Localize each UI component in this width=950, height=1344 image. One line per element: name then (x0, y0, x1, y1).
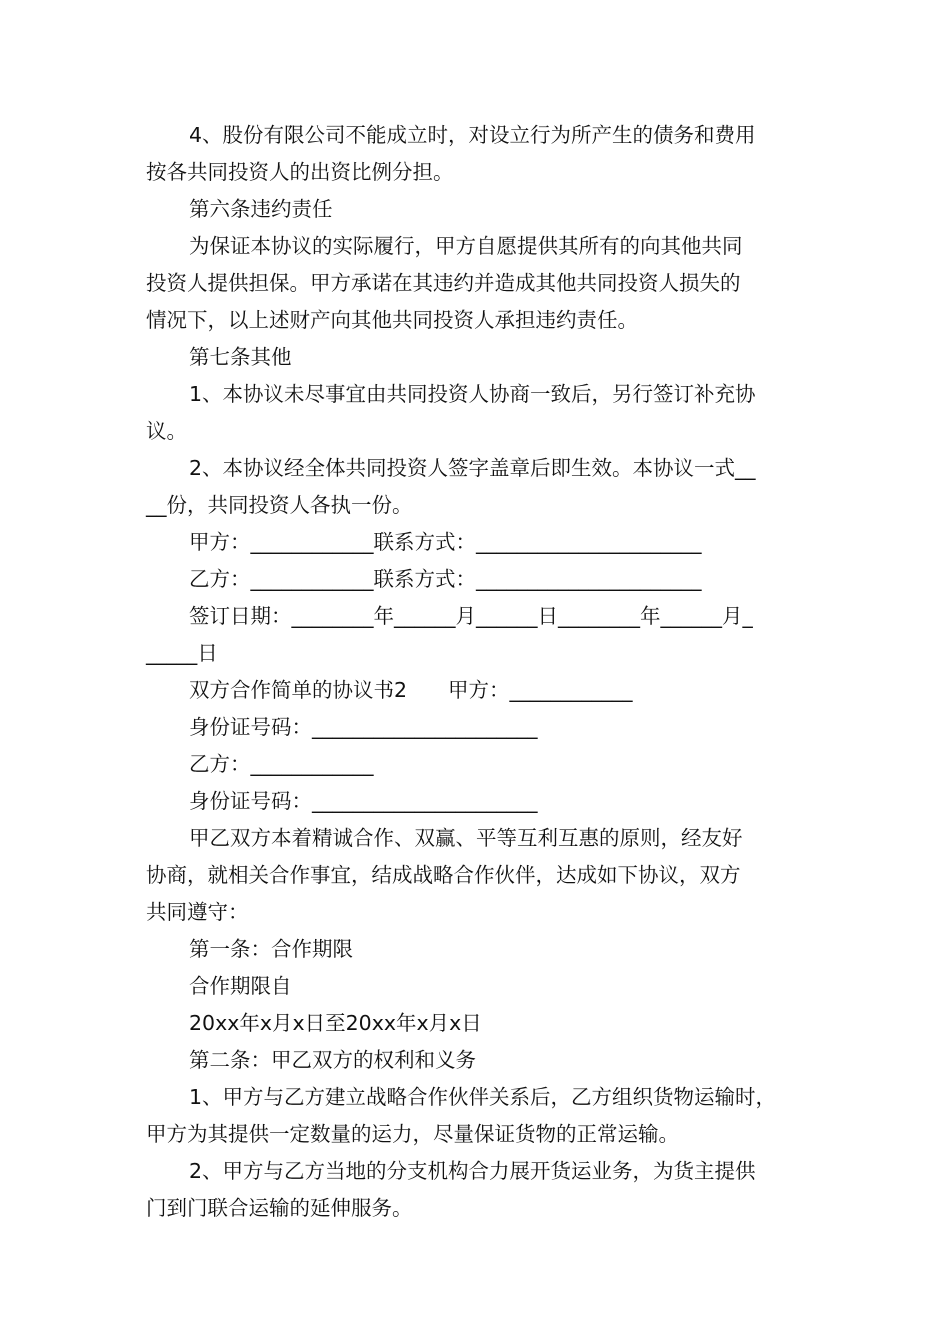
party-a-signature-line: 甲方：____________联系方式：______________________ (189, 530, 702, 554)
section-heading: 第二条：甲乙双方的权利和义务 (189, 1048, 476, 1072)
section-heading: 第一条：合作期限 (189, 937, 353, 961)
paragraph-line: 20xx年x月x日至20xx年x月x日 (189, 1011, 482, 1035)
party-b-signature-line: 乙方：____________联系方式：______________________ (189, 567, 702, 591)
signing-date-line: 签订日期：________年______月______日________年______月_ (189, 604, 753, 628)
paragraph-line: 共同遵守： (146, 900, 249, 924)
paragraph-line: 1、甲方与乙方建立战略合作伙伴关系后，乙方组织货物运输时， (189, 1085, 777, 1109)
paragraph-line: 合作期限自 (189, 974, 292, 998)
document-page (146, 117, 811, 1227)
paragraph-line: 为保证本协议的实际履行，甲方自愿提供其所有的向其他共同 (189, 234, 743, 258)
party-b-field: 乙方：____________ (189, 752, 374, 776)
paragraph-line: 2、本协议经全体共同投资人签字盖章后即生效。本协议一式__ (189, 456, 756, 480)
id-number-field: 身份证号码：______________________ (189, 715, 538, 739)
section-heading: 第七条其他 (189, 345, 292, 369)
paragraph-line: __份，共同投资人各执一份。 (146, 493, 413, 517)
paragraph-line: 投资人提供担保。甲方承诺在其违约并造成其他共同投资人损失的 (146, 271, 741, 295)
paragraph-line: 情况下，以上述财产向其他共同投资人承担违约责任。 (146, 308, 638, 332)
agreement-title-line: 双方合作简单的协议书2 甲方：____________ (189, 678, 633, 702)
paragraph-line: 甲方为其提供一定数量的运力，尽量保证货物的正常运输。 (146, 1122, 679, 1146)
signing-date-line-cont: _____日 (146, 641, 218, 665)
id-number-field: 身份证号码：______________________ (189, 789, 538, 813)
paragraph-line: 议。 (146, 419, 187, 443)
section-heading: 第六条违约责任 (189, 197, 333, 221)
paragraph-line: 按各共同投资人的出资比例分担。 (146, 160, 454, 184)
paragraph-line: 协商，就相关合作事宜，结成战略合作伙伴，达成如下协议，双方 (146, 863, 741, 887)
paragraph-line: 1、本协议未尽事宜由共同投资人协商一致后，另行签订补充协 (189, 382, 756, 406)
paragraph-line: 4、股份有限公司不能成立时，对设立行为所产生的债务和费用 (189, 123, 756, 147)
paragraph-line: 2、甲方与乙方当地的分支机构合力展开货运业务，为货主提供 (189, 1159, 756, 1183)
paragraph-line: 甲乙双方本着精诚合作、双赢、平等互利互惠的原则，经友好 (189, 826, 743, 850)
paragraph-line: 门到门联合运输的延伸服务。 (146, 1196, 413, 1220)
